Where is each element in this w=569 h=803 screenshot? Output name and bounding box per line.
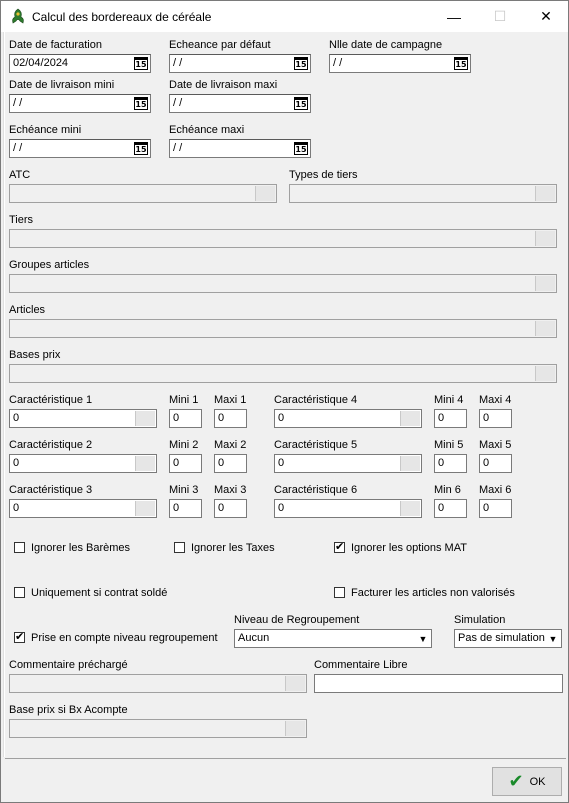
echeance-mini-label: Echéance mini	[9, 124, 82, 136]
mini3-label: Mini 3	[169, 484, 199, 496]
livraison-mini-label: Date de livraison mini	[9, 79, 115, 91]
car5-select-button[interactable]	[400, 456, 420, 471]
tiers-field[interactable]	[9, 229, 557, 248]
niveau-regroupement-checkbox[interactable]	[14, 632, 25, 643]
mini5-input[interactable]: 0	[434, 454, 467, 473]
articles-field[interactable]	[9, 319, 557, 338]
car1-label: Caractéristique 1	[9, 394, 93, 406]
mini4-label: Mini 4	[434, 394, 464, 406]
close-icon: ✕	[540, 8, 552, 24]
date-facturation-field[interactable]: 02/04/2024 15	[9, 54, 151, 73]
car4-label: Caractéristique 4	[274, 394, 358, 406]
echeance-maxi-field[interactable]: / / 15	[169, 139, 311, 158]
groupes-articles-field[interactable]	[9, 274, 557, 293]
car2-field[interactable]: 0	[9, 454, 157, 473]
ignorer-baremes-checkbox[interactable]	[14, 542, 25, 553]
car5-field[interactable]: 0	[274, 454, 422, 473]
chevron-down-icon: ▼	[548, 634, 558, 644]
atc-label: ATC	[9, 169, 31, 181]
mini1-label: Mini 1	[169, 394, 199, 406]
simulation-select[interactable]: Pas de simulation ▼	[454, 629, 562, 648]
simulation-label: Simulation	[454, 614, 506, 626]
maxi1-label: Maxi 1	[214, 394, 247, 406]
facturer-non-valorises-label: Facturer les articles non valorisés	[351, 587, 515, 599]
types-tiers-label: Types de tiers	[289, 169, 358, 181]
calendar-icon[interactable]: 15	[294, 142, 308, 155]
checkmark-icon: ✔	[15, 630, 25, 643]
base-prix-acompte-label: Base prix si Bx Acompte	[9, 704, 128, 716]
bases-prix-label: Bases prix	[9, 349, 61, 361]
car2-select-button[interactable]	[135, 456, 155, 471]
mini2-label: Mini 2	[169, 439, 199, 451]
commentaire-precharge-label: Commentaire préchargé	[9, 659, 128, 671]
calendar-icon[interactable]: 15	[454, 57, 468, 70]
types-tiers-select-button[interactable]	[535, 186, 555, 201]
regroupement-select[interactable]: Aucun ▼	[234, 629, 432, 648]
maxi5-label: Maxi 5	[479, 439, 512, 451]
maxi2-label: Maxi 2	[214, 439, 247, 451]
base-prix-acompte-select-button[interactable]	[285, 721, 305, 736]
contrat-solde-checkbox[interactable]	[14, 587, 25, 598]
ignorer-taxes-checkbox[interactable]	[174, 542, 185, 553]
mini6-label: Min 6	[434, 484, 461, 496]
maxi6-label: Maxi 6	[479, 484, 512, 496]
car5-label: Caractéristique 5	[274, 439, 358, 451]
close-button[interactable]	[523, 1, 569, 32]
mini4-input[interactable]: 0	[434, 409, 467, 428]
calendar-icon[interactable]: 15	[134, 57, 148, 70]
commentaire-precharge-field[interactable]	[9, 674, 307, 693]
mini2-input[interactable]: 0	[169, 454, 202, 473]
ok-label: OK	[529, 775, 546, 788]
car6-label: Caractéristique 6	[274, 484, 358, 496]
car3-label: Caractéristique 3	[9, 484, 93, 496]
mini6-input[interactable]: 0	[434, 499, 467, 518]
livraison-maxi-field[interactable]: / / 15	[169, 94, 311, 113]
footer-divider	[5, 758, 566, 759]
checkmark-icon: ✔	[335, 540, 345, 553]
car4-select-button[interactable]	[400, 411, 420, 426]
app-icon	[10, 8, 26, 24]
articles-select-button[interactable]	[535, 321, 555, 336]
calendar-icon[interactable]: 15	[134, 97, 148, 110]
niveau-regroupement-checkbox-label: Prise en compte niveau regroupement	[31, 632, 218, 644]
car4-field[interactable]: 0	[274, 409, 422, 428]
checkmark-icon: ✔	[508, 771, 524, 792]
car1-field[interactable]: 0	[9, 409, 157, 428]
mini3-input[interactable]: 0	[169, 499, 202, 518]
calendar-icon[interactable]: 15	[294, 57, 308, 70]
commentaire-libre-label: Commentaire Libre	[314, 659, 408, 671]
atc-field[interactable]	[9, 184, 277, 203]
livraison-maxi-label: Date de livraison maxi	[169, 79, 278, 91]
maxi4-input[interactable]: 0	[479, 409, 512, 428]
maxi1-input[interactable]: 0	[214, 409, 247, 428]
echeance-maxi-label: Echéance maxi	[169, 124, 245, 136]
maximize-icon: ☐	[493, 8, 507, 24]
echeance-defaut-field[interactable]: / / 15	[169, 54, 311, 73]
maxi5-input[interactable]: 0	[479, 454, 512, 473]
minimize-button[interactable]	[431, 1, 477, 32]
ignorer-mat-label: Ignorer les options MAT	[351, 542, 467, 554]
car6-select-button[interactable]	[400, 501, 420, 516]
atc-select-button[interactable]	[255, 186, 275, 201]
contrat-solde-label: Uniquement si contrat soldé	[31, 587, 168, 599]
bases-prix-field[interactable]	[9, 364, 557, 383]
bases-prix-select-button[interactable]	[535, 366, 555, 381]
echeance-mini-field[interactable]: / / 15	[9, 139, 151, 158]
tiers-select-button[interactable]	[535, 231, 555, 246]
groupes-articles-label: Groupes articles	[9, 259, 90, 271]
base-prix-acompte-field[interactable]	[9, 719, 307, 738]
ok-button[interactable]	[492, 767, 562, 796]
car6-field[interactable]: 0	[274, 499, 422, 518]
calendar-icon[interactable]: 15	[134, 142, 148, 155]
car1-select-button[interactable]	[135, 411, 155, 426]
commentaire-libre-input[interactable]	[314, 674, 563, 693]
window-title: Calcul des bordereaux de céréale	[32, 10, 212, 24]
maxi6-input[interactable]: 0	[479, 499, 512, 518]
groupes-articles-select-button[interactable]	[535, 276, 555, 291]
articles-label: Articles	[9, 304, 46, 316]
nlle-campagne-label: Nlle date de campagne	[329, 39, 443, 51]
ignorer-mat-checkbox[interactable]	[334, 542, 345, 553]
maxi4-label: Maxi 4	[479, 394, 512, 406]
mini5-label: Mini 5	[434, 439, 464, 451]
car3-field[interactable]: 0	[9, 499, 157, 518]
livraison-mini-field[interactable]: / / 15	[9, 94, 151, 113]
mini1-input[interactable]: 0	[169, 409, 202, 428]
car3-select-button[interactable]	[135, 501, 155, 516]
maxi2-input[interactable]: 0	[214, 454, 247, 473]
title-bar	[1, 1, 568, 32]
calendar-icon[interactable]: 15	[294, 97, 308, 110]
car2-label: Caractéristique 2	[9, 439, 93, 451]
types-tiers-field[interactable]	[289, 184, 557, 203]
minimize-icon: —	[447, 8, 461, 25]
chevron-down-icon: ▼	[418, 634, 428, 644]
maxi3-label: Maxi 3	[214, 484, 247, 496]
date-facturation-label: Date de facturation	[9, 39, 102, 51]
echeance-defaut-label: Echeance par défaut	[169, 39, 271, 51]
nlle-campagne-field[interactable]: / / 15	[329, 54, 471, 73]
ignorer-taxes-label: Ignorer les Taxes	[191, 542, 275, 554]
maximize-button[interactable]	[477, 1, 523, 32]
regroupement-label: Niveau de Regroupement	[234, 614, 360, 626]
ignorer-baremes-label: Ignorer les Barèmes	[31, 542, 131, 554]
maxi3-input[interactable]: 0	[214, 499, 247, 518]
commentaire-precharge-select-button[interactable]	[285, 676, 305, 691]
left-divider	[3, 32, 5, 757]
facturer-non-valorises-checkbox[interactable]	[334, 587, 345, 598]
tiers-label: Tiers	[9, 214, 34, 226]
